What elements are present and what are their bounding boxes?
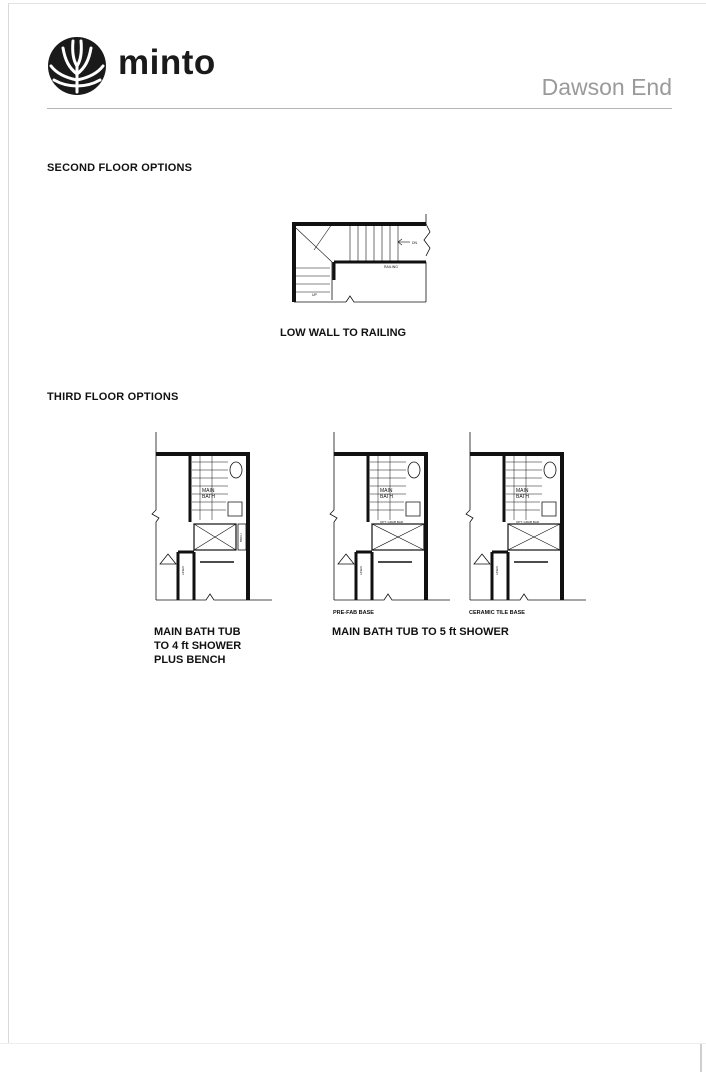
prefab-base-label: PRE-FAB BASE	[333, 610, 374, 616]
room-label: BATH	[202, 494, 215, 500]
room-label: MAIN	[202, 488, 215, 494]
tree-logo-icon	[47, 36, 107, 96]
scrollbar[interactable]	[700, 1044, 702, 1072]
second-floor-option-caption: LOW WALL TO RAILING	[280, 327, 407, 339]
bench-label: BNCH	[239, 533, 243, 542]
option-2-caption: MAIN BATH TUB TO 5 ft SHOWER	[332, 626, 509, 638]
viewer-bottom-strip	[0, 1043, 706, 1073]
bath-plan-option-2	[328, 430, 453, 606]
brand-logo	[47, 36, 247, 98]
brand-name: minto	[118, 43, 216, 82]
bath-plan-option-3	[464, 430, 589, 606]
railing-label: RAILING	[384, 265, 399, 269]
option-1-caption: MAIN BATH TUB TO 4 ft SHOWER PLUS BENCH	[154, 626, 242, 666]
linen-label: LINEN	[359, 566, 363, 575]
room-label: BATH	[380, 494, 393, 500]
dn-label: DN	[412, 241, 418, 245]
model-name: Dawson End	[541, 74, 672, 100]
linen-label: LINEN	[495, 566, 499, 575]
room-label: MAIN	[516, 488, 529, 494]
room-label: BATH	[516, 494, 529, 500]
second-floor-title: SECOND FLOOR OPTIONS	[47, 162, 193, 174]
up-label: UP	[312, 293, 317, 297]
third-floor-title: THIRD FLOOR OPTIONS	[47, 391, 179, 403]
grab-bar-label: OPT. GRAB BAR	[516, 520, 540, 524]
header-divider	[47, 108, 672, 109]
room-label: MAIN	[380, 488, 393, 494]
grab-bar-label: OPT. GRAB BAR	[380, 520, 404, 524]
second-floor-stair-plan	[284, 210, 434, 305]
ceramic-tile-base-label: CERAMIC TILE BASE	[469, 610, 525, 616]
bath-plan-option-1	[150, 430, 275, 606]
linen-label: LINEN	[181, 566, 185, 575]
